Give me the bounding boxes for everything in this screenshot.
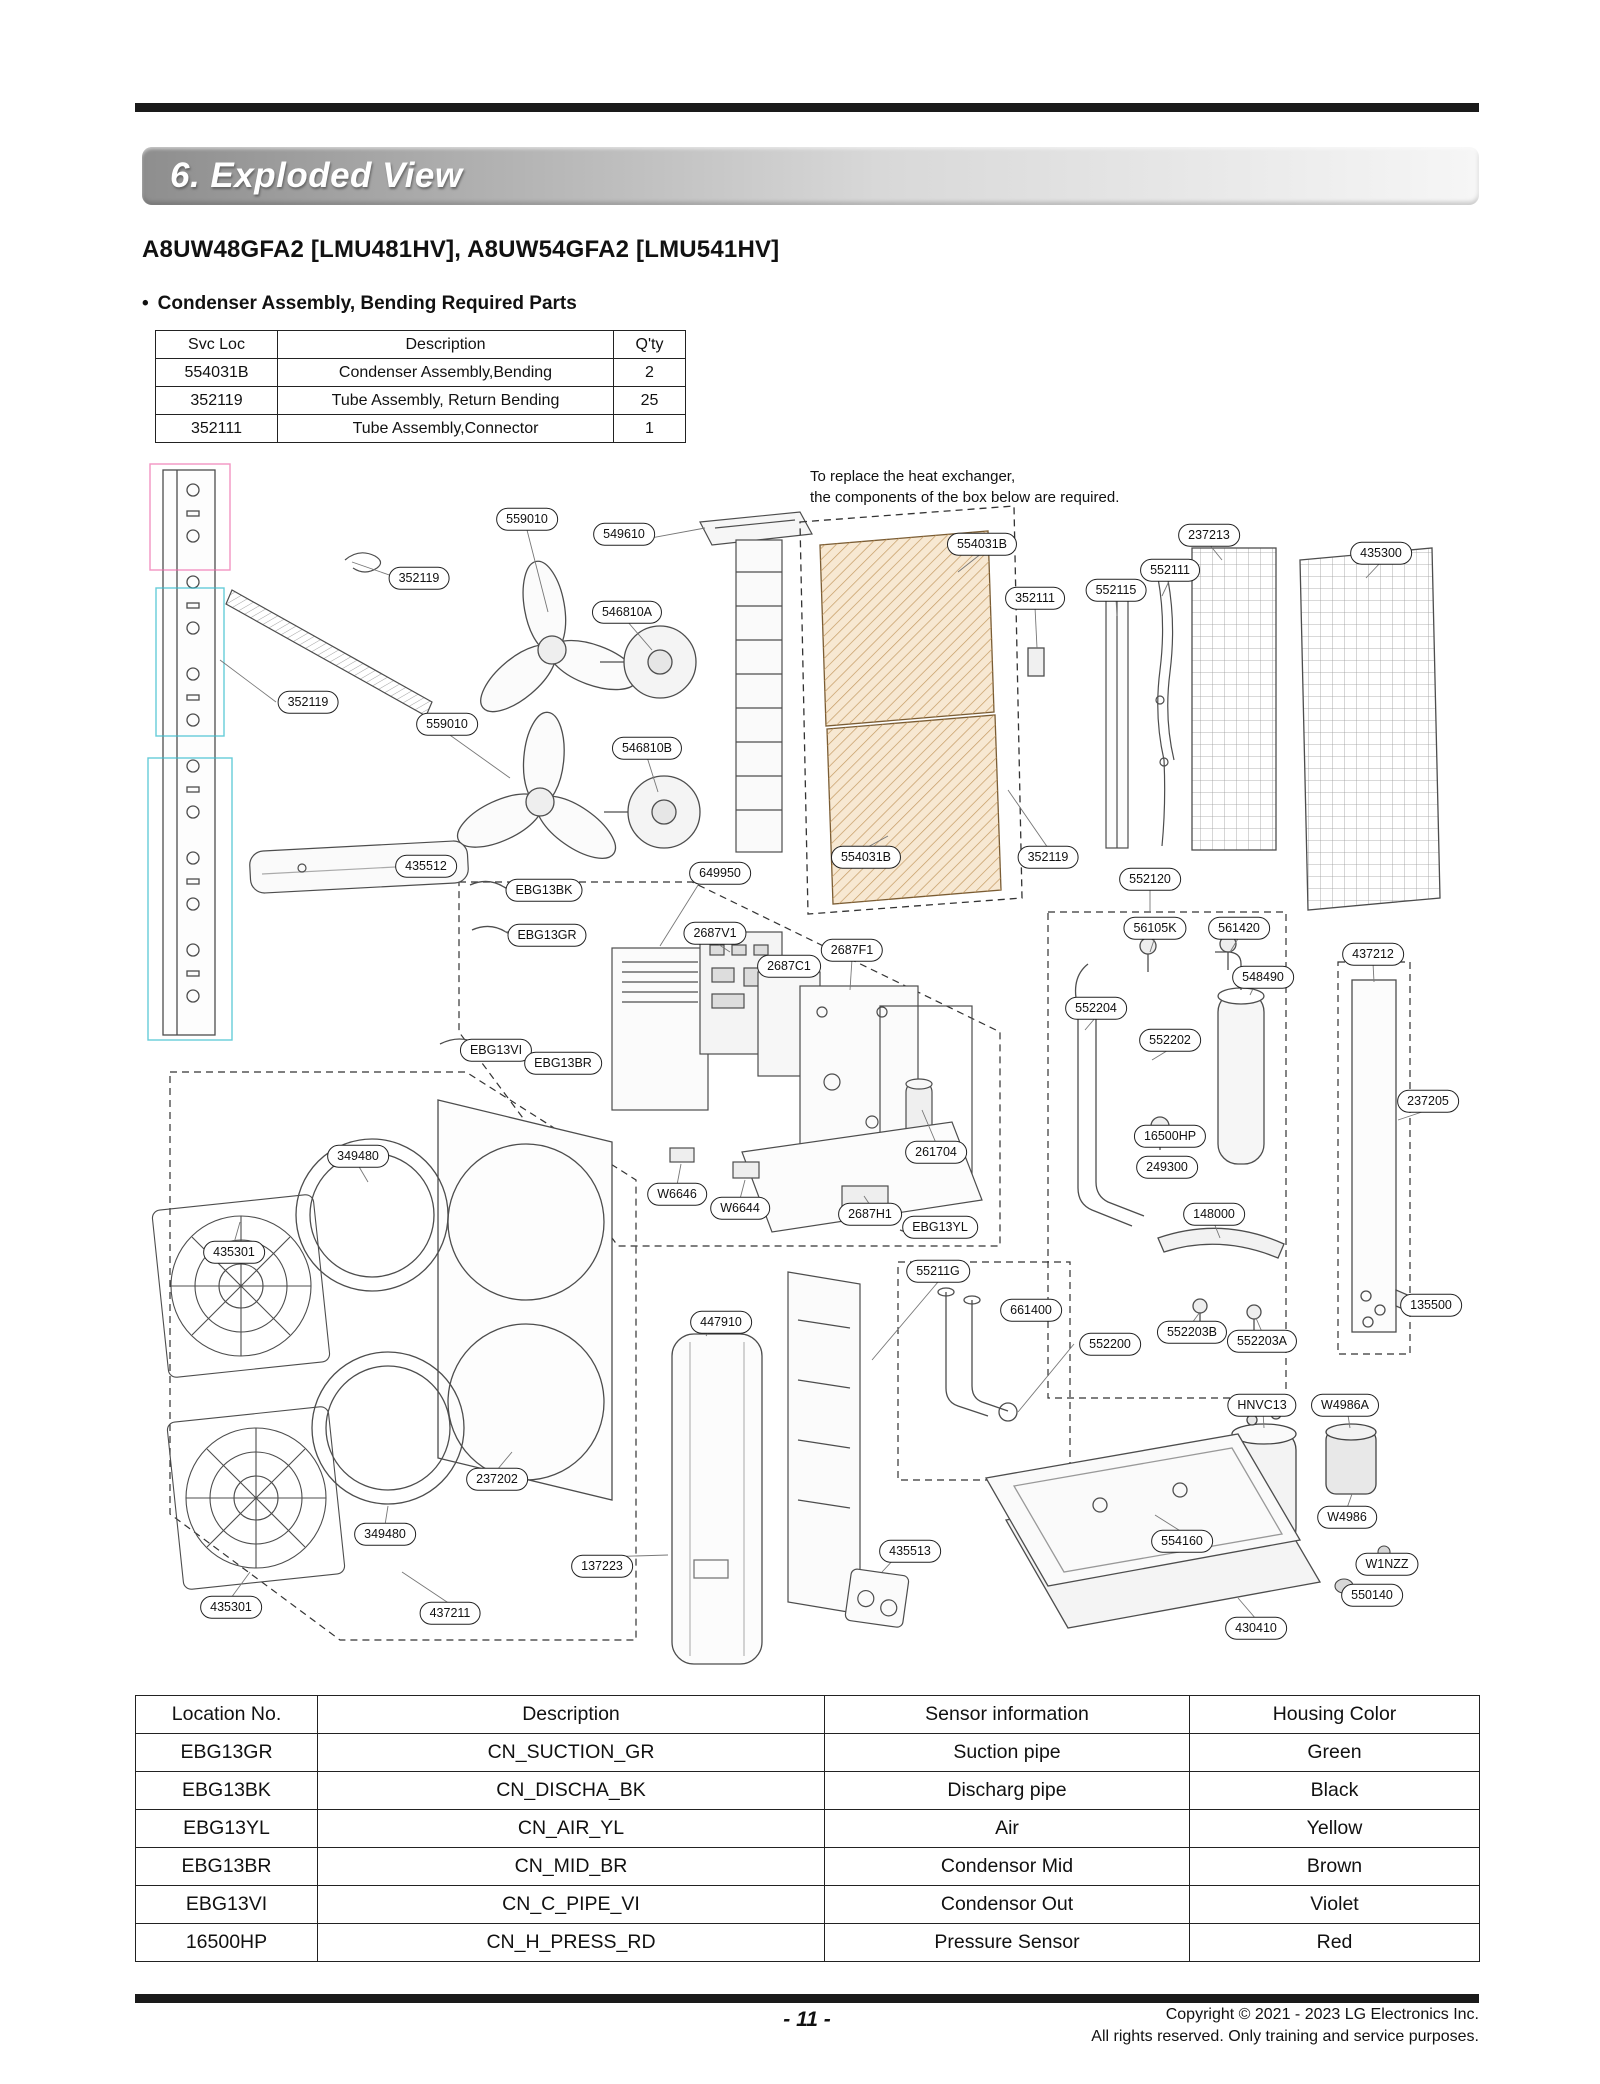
table-cell: Pressure Sensor [825,1924,1190,1962]
part-callout-2687c1: 2687C1 [757,955,821,978]
return-bend-strip [226,553,432,716]
table-row [156,359,686,387]
part-callout-249300: 249300 [1136,1156,1198,1179]
canister-w4986a [1326,1424,1376,1494]
part-callout-137223: 137223 [571,1555,633,1578]
part-callout-561420: 561420 [1208,917,1270,940]
table-cell: CN_MID_BR [318,1848,825,1886]
part-callout-552202: 552202 [1139,1029,1201,1052]
table-cell: Suction pipe [825,1734,1190,1772]
part-callout-447910: 447910 [690,1311,752,1334]
table-row [136,1810,1480,1848]
part-callout-546810a: 546810A [592,601,662,624]
table-cell: Air [825,1810,1190,1848]
table-cell: Condensor Mid [825,1848,1190,1886]
note-line-2: the components of the box below are required. [810,489,1120,506]
grommets [1335,1546,1401,1605]
part-callout-552111: 552111 [1140,559,1200,582]
part-callout-w4986: W4986 [1317,1506,1377,1529]
part-callout-ebg13yl: EBG13YL [902,1216,978,1239]
vertical-frame [736,540,782,852]
fan-grille-2 [167,1406,346,1590]
part-callout-hnvc13: HNVC13 [1227,1394,1296,1417]
table-row [156,387,686,415]
fan-propeller-2 [450,711,625,870]
bottom-rule [135,1994,1479,2003]
part-callout-237202: 237202 [466,1468,528,1491]
column-header: Description [318,1696,825,1734]
table-cell: Brown [1190,1848,1480,1886]
table-cell: EBG13BK [136,1772,318,1810]
table-cell: Tube Assembly,Connector [278,415,614,443]
pipe-harness-552111 [1156,578,1174,846]
table-cell: EBG13VI [136,1886,318,1924]
pipe-group-dashed-box [898,1262,1070,1480]
part-callout-546810b: 546810B [612,737,682,760]
bullet: • [142,293,149,314]
part-callout-435301: 435301 [200,1596,262,1619]
part-callout-548490: 548490 [1232,966,1294,989]
table-cell: Yellow [1190,1810,1480,1848]
column-header: Svc Loc [156,331,278,359]
part-callout-552203a: 552203A [1227,1330,1297,1353]
table-row [136,1886,1480,1924]
part-callout-349480: 349480 [327,1145,389,1168]
part-callout-435301: 435301 [203,1241,265,1264]
table-row [136,1734,1480,1772]
part-callout-ebg13gr: EBG13GR [507,924,586,947]
part-callout-554160: 554160 [1151,1530,1213,1553]
part-callout-261704: 261704 [905,1141,967,1164]
table-cell: EBG13BR [136,1848,318,1886]
table-cell: CN_H_PRESS_RD [318,1924,825,1962]
table-cell: Discharg pipe [825,1772,1190,1810]
part-callout-552200: 552200 [1079,1333,1141,1356]
part-callout-2687h1: 2687H1 [838,1203,902,1226]
right-panel-237205 [1352,980,1410,1332]
bracket-435513 [845,1568,910,1628]
column-header: Housing Color [1190,1696,1480,1734]
table-cell: CN_AIR_YL [318,1810,825,1848]
table-cell: CN_SUCTION_GR [318,1734,825,1772]
fan-motor-2 [604,776,700,848]
part-callout-552203b: 552203B [1157,1321,1227,1344]
part-callout-549610: 549610 [593,523,655,546]
copyright [1091,2004,1479,2049]
table-row [136,1848,1480,1886]
table-cell: EBG13YL [136,1810,318,1848]
part-callout-55211g: 55211G [906,1260,970,1283]
table-cell: 554031B [156,359,278,387]
model-title: A8UW48GFA2 [LMU481HV], A8UW54GFA2 [LMU541HV] [142,236,780,263]
table-cell: CN_DISCHA_BK [318,1772,825,1810]
part-callout-135500: 135500 [1400,1294,1462,1317]
part-callout-237213: 237213 [1178,524,1240,547]
table-cell: 2 [614,359,686,387]
note-line-1: To replace the heat exchanger, [810,468,1016,485]
copyright-line-2: All rights reserved. Only training and service purposes. [1091,2028,1479,2046]
table-cell: CN_C_PIPE_VI [318,1886,825,1924]
louver-panel-237213 [1192,548,1276,850]
front-panel-447910 [672,1334,762,1664]
side-panel-237202 [438,1100,612,1500]
part-callout-56105k: 56105K [1123,917,1186,940]
side-plate-552115 [1106,586,1128,848]
part-callout-352119: 352119 [278,691,339,714]
part-callout-ebg13vi: EBG13VI [460,1039,532,1062]
part-callout-349480: 349480 [354,1523,416,1546]
part-callout-435513: 435513 [879,1540,941,1563]
column-header: Sensor information [825,1696,1190,1734]
part-callout-2687v1: 2687V1 [683,922,746,945]
table-cell: 352119 [156,387,278,415]
table-cell: Tube Assembly, Return Bending [278,387,614,415]
part-callout-559010: 559010 [496,508,558,531]
part-callout-554031b: 554031B [947,533,1017,556]
fan-grille-1 [152,1194,331,1378]
part-callout-w1nzz: W1NZZ [1355,1553,1418,1576]
part-callout-552115: 552115 [1086,579,1147,602]
bending-parts-table [155,330,686,443]
fan-propeller-1 [470,558,643,723]
part-callout-435512: 435512 [395,855,457,878]
part-callout-559010: 559010 [416,713,478,736]
table-cell: 16500HP [136,1924,318,1962]
table-row [136,1924,1480,1962]
part-callout-649950: 649950 [689,862,751,885]
part-callout-550140: 550140 [1341,1584,1403,1607]
sensor-connector-table [135,1695,1480,1962]
part-callout-2687f1: 2687F1 [821,939,883,962]
column-header: Location No. [136,1696,318,1734]
table-cell: 25 [614,387,686,415]
column-header: Q'ty [614,331,686,359]
part-callout-435300: 435300 [1350,542,1412,565]
part-callout-148000: 148000 [1183,1203,1245,1226]
table-cell: Black [1190,1772,1480,1810]
control-box-parts [612,932,982,1232]
part-callout-661400: 661400 [1000,1299,1062,1322]
part-callout-352119: 352119 [389,567,450,590]
part-callout-437211: 437211 [420,1602,481,1625]
top-cover-435512 [249,840,469,893]
part-callout-552120: 552120 [1119,868,1181,891]
part-callout-554031b: 554031B [831,846,901,869]
table-cell: Green [1190,1734,1480,1772]
table-row [156,415,686,443]
part-callout-w6646: W6646 [647,1183,707,1206]
pillar-panel-55211g [788,1272,860,1614]
part-callout-352119: 352119 [1018,846,1079,869]
header-row [156,331,686,359]
part-callout-ebg13bk: EBG13BK [506,879,583,902]
wire-grille-435300 [1300,548,1440,910]
part-callout-352111: 352111 [1005,587,1065,610]
table-row [136,1772,1480,1810]
subsection-label: Condenser Assembly, Bending Required Parts [157,293,577,314]
side-rail [163,470,215,1035]
part-callout-237205: 237205 [1397,1090,1459,1113]
heat-exchanger-note [810,466,1119,508]
copyright-line-1: Copyright © 2021 - 2023 LG Electronics Inc. [1165,2006,1479,2023]
part-callout-w6644: W6644 [710,1197,770,1220]
part-callout-16500hp: 16500HP [1134,1125,1206,1148]
table-cell: 1 [614,415,686,443]
table-cell: 352111 [156,415,278,443]
table-cell: Violet [1190,1886,1480,1924]
heat-exchanger [820,531,1044,904]
part-callout-430410: 430410 [1225,1617,1287,1640]
section-title: 6. Exploded View [170,156,463,195]
part-callout-437212: 437212 [1342,943,1404,966]
header-row [136,1696,1480,1734]
table-cell: Condensor Out [825,1886,1190,1924]
pipe-assembly-661400 [938,1288,1017,1421]
part-callout-ebg13br: EBG13BR [524,1052,602,1075]
valve-pipe-assembly [1076,936,1284,1336]
page-number: - 11 - [783,2008,831,2031]
part-callout-552204: 552204 [1065,997,1127,1020]
table-cell: Condenser Assembly,Bending [278,359,614,387]
part-callout-w4986a: W4986A [1311,1394,1379,1417]
table-cell: EBG13GR [136,1734,318,1772]
column-header: Description [278,331,614,359]
table-cell: Red [1190,1924,1480,1962]
